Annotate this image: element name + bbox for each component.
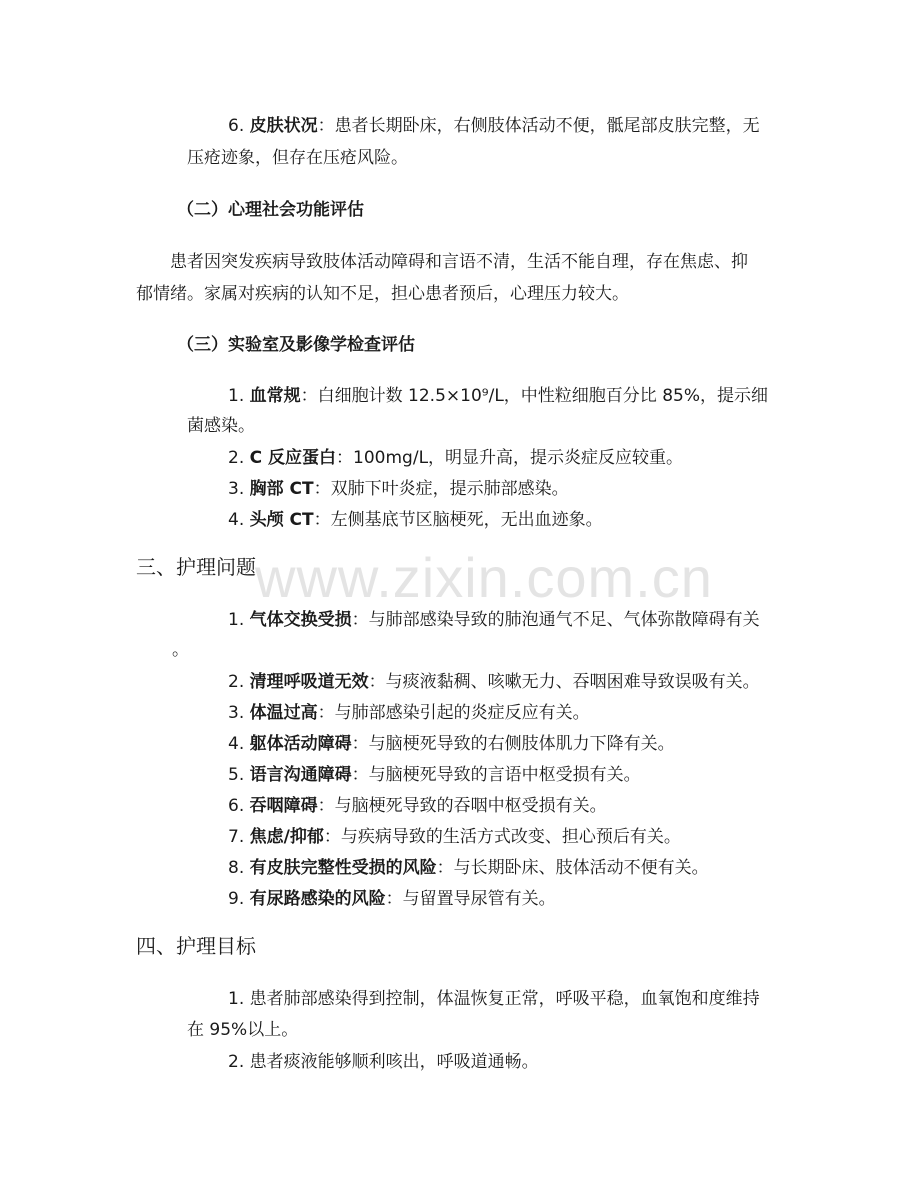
skin-item-cont: 压疮迹象，但存在压疮风险。 bbox=[187, 148, 408, 168]
problem-item bbox=[228, 887, 556, 911]
item-text: ：左侧基底节区脑梗死，无出血迹象。 bbox=[313, 510, 603, 530]
item-number: 1. bbox=[228, 386, 245, 406]
item-label: 气体交换受损 bbox=[249, 610, 352, 630]
section-title-psych: （二）心理社会功能评估 bbox=[177, 200, 364, 220]
item-text: ：与脑梗死导致的言语中枢受损有关。 bbox=[351, 765, 641, 785]
item-text: ：与长期卧床、肢体活动不便有关。 bbox=[436, 858, 709, 878]
lab-item bbox=[228, 446, 683, 470]
lab-item bbox=[228, 384, 768, 408]
problem-item bbox=[228, 794, 607, 818]
item-number: 8. bbox=[228, 858, 245, 878]
goal-item: 1. 患者肺部感染得到控制，体温恢复正常，呼吸平稳，血氧饱和度维持 bbox=[228, 989, 760, 1009]
item-label: 有皮肤完整性受损的风险 bbox=[249, 858, 437, 878]
item-number: 1. bbox=[228, 610, 245, 630]
skin-item bbox=[228, 114, 760, 138]
item-text: ：患者长期卧床，右侧肢体活动不便，骶尾部皮肤完整，无 bbox=[317, 116, 760, 136]
item-label: C 反应蛋白 bbox=[249, 448, 337, 468]
item-text: ：与脑梗死导致的右侧肢体肌力下降有关。 bbox=[351, 734, 675, 754]
item-label: 头颅 CT bbox=[249, 510, 314, 530]
problem-item bbox=[228, 825, 681, 849]
item-text: ：双肺下叶炎症，提示肺部感染。 bbox=[313, 479, 569, 499]
item-number: 6. bbox=[228, 116, 245, 136]
problem-item bbox=[228, 763, 641, 787]
psych-para-line2: 郁情绪。家属对疾病的认知不足，担心患者预后，心理压力较大。 bbox=[136, 284, 629, 304]
item-text: ：与肺部感染导致的肺泡通气不足、气体弥散障碍有关 bbox=[351, 610, 760, 630]
item-text: ：与留置导尿管有关。 bbox=[385, 889, 556, 909]
item-label: 吞咽障碍 bbox=[249, 796, 318, 816]
item-label: 皮肤状况 bbox=[249, 116, 318, 136]
item-number: 3. bbox=[228, 479, 245, 499]
item-number: 6. bbox=[228, 796, 245, 816]
item-label: 血常规 bbox=[249, 386, 301, 406]
problem-item bbox=[228, 670, 760, 694]
lab-item bbox=[228, 508, 603, 532]
problem-item-cont: 。 bbox=[172, 640, 189, 660]
item-label: 胸部 CT bbox=[249, 479, 314, 499]
psych-para-line1: 患者因突发疾病导致肢体活动障碍和言语不清，生活不能自理，存在焦虑、抑 bbox=[170, 252, 748, 272]
problem-item bbox=[228, 856, 709, 880]
item-text: ：与肺部感染引起的炎症反应有关。 bbox=[317, 703, 590, 723]
section-title-problems: 三、护理问题 bbox=[136, 555, 256, 579]
item-number: 3. bbox=[228, 703, 245, 723]
item-text: ：与痰液黏稠、咳嗽无力、吞咽困难导致误吸有关。 bbox=[368, 672, 760, 692]
item-label: 躯体活动障碍 bbox=[249, 734, 352, 754]
lab-item-cont: 菌感染。 bbox=[187, 416, 255, 436]
item-number: 9. bbox=[228, 889, 245, 909]
item-text: ：100mg/L，明显升高，提示炎症反应较重。 bbox=[336, 448, 684, 468]
problem-item bbox=[228, 732, 675, 756]
watermark: www.zixin.com.cn bbox=[255, 546, 713, 609]
item-label: 清理呼吸道无效 bbox=[249, 672, 369, 692]
section-title-goals: 四、护理目标 bbox=[136, 934, 256, 958]
item-text: ：与疾病导致的生活方式改变、担心预后有关。 bbox=[323, 827, 681, 847]
item-text: ：白细胞计数 12.5×10⁹/L，中性粒细胞百分比 85%，提示细 bbox=[300, 386, 768, 406]
item-number: 7. bbox=[228, 827, 245, 847]
item-label: 有尿路感染的风险 bbox=[249, 889, 386, 909]
section-title-lab: （三）实验室及影像学检查评估 bbox=[177, 335, 415, 355]
item-number: 4. bbox=[228, 734, 245, 754]
goal-item: 2. 患者痰液能够顺利咳出，呼吸道通畅。 bbox=[228, 1052, 539, 1072]
item-number: 2. bbox=[228, 448, 245, 468]
item-number: 5. bbox=[228, 765, 245, 785]
item-label: 焦虑/抑郁 bbox=[249, 827, 324, 847]
problem-item bbox=[228, 701, 590, 725]
lab-item bbox=[228, 477, 569, 501]
problem-item bbox=[228, 608, 760, 632]
item-text: ：与脑梗死导致的吞咽中枢受损有关。 bbox=[317, 796, 607, 816]
item-label: 语言沟通障碍 bbox=[249, 765, 352, 785]
goal-item-cont: 在 95%以上。 bbox=[187, 1020, 299, 1040]
item-label: 体温过高 bbox=[249, 703, 318, 723]
item-number: 4. bbox=[228, 510, 245, 530]
item-number: 2. bbox=[228, 672, 245, 692]
